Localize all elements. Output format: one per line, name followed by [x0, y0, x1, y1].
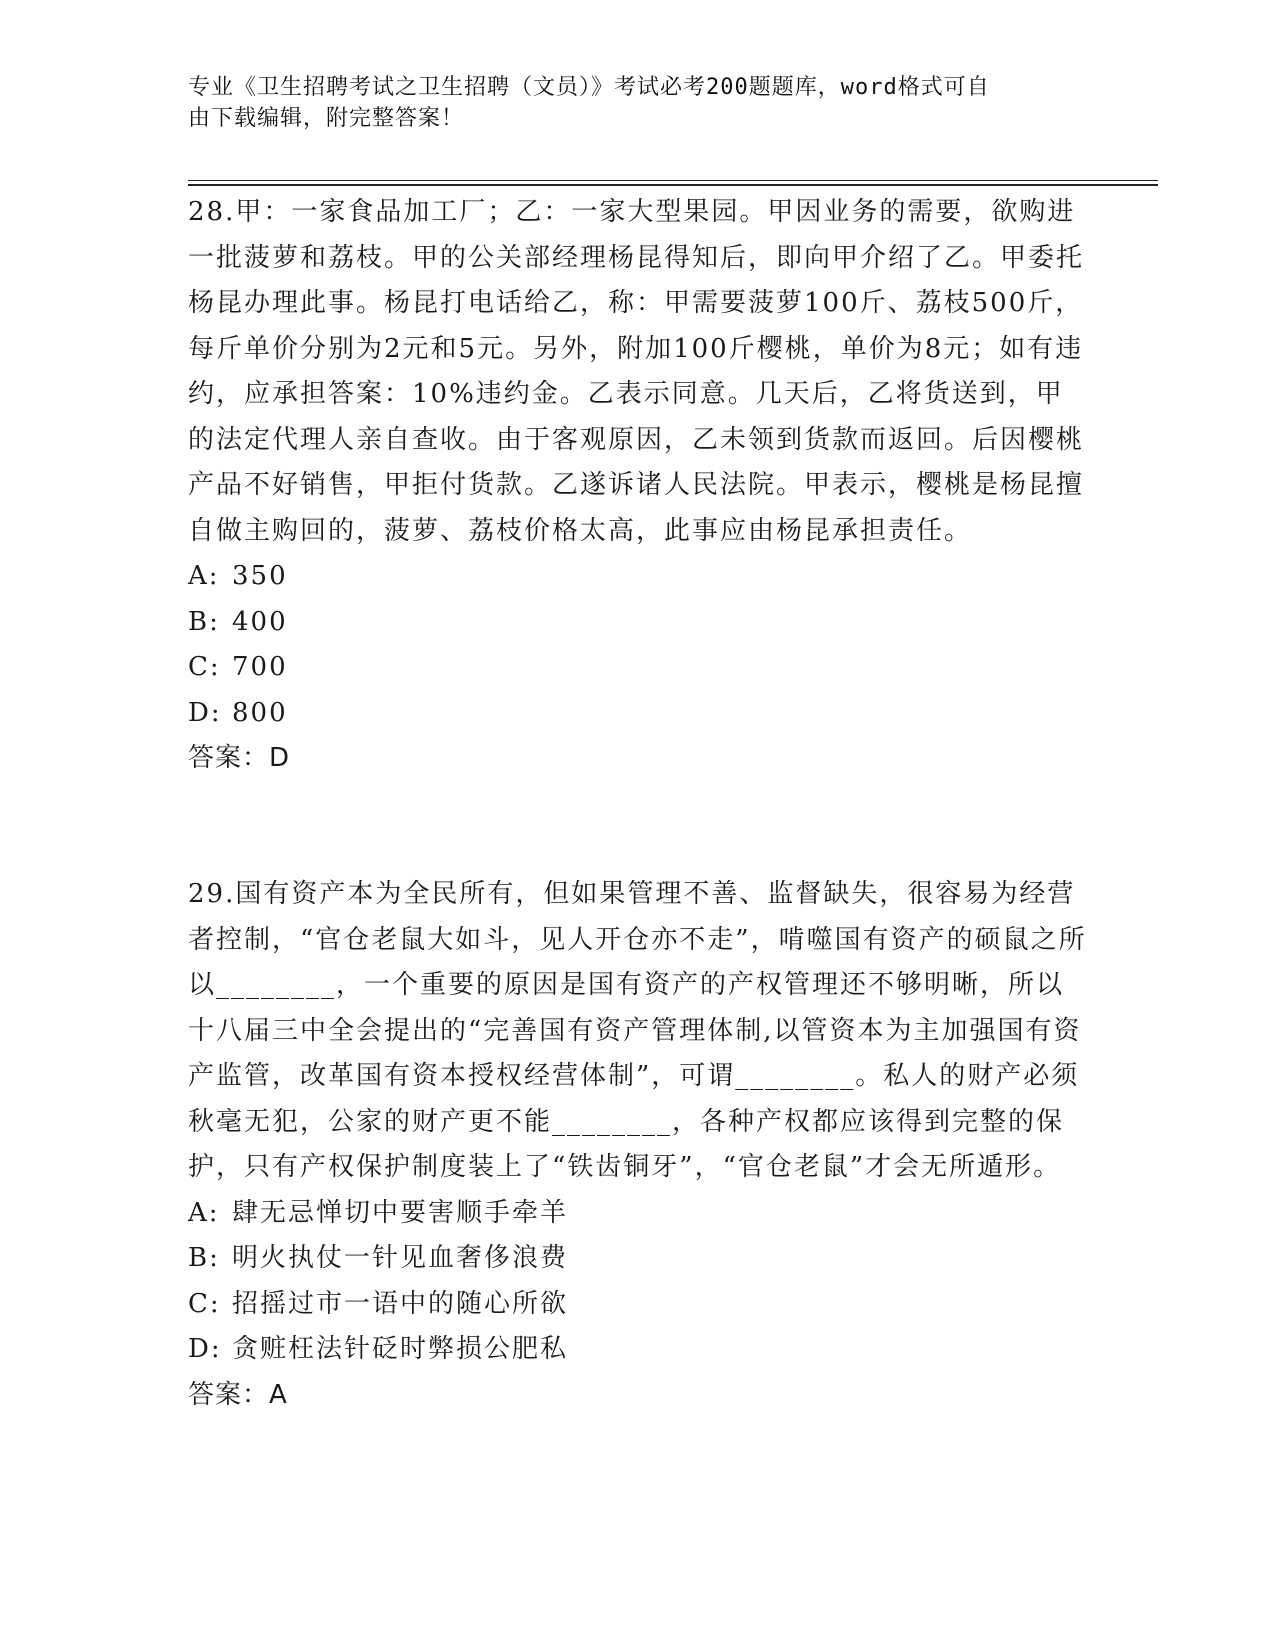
answer-line: 答案：D — [188, 743, 291, 773]
header-divider-thin — [188, 180, 1158, 181]
question-stem: 29.国有资产本为全民所有，但如果管理不善、监督缺失，很容易为经营者控制，“官仓老鼠大如斗，见人开仓亦不走”，啃噬国有资产的硕鼠之所以________，一个重要的原因是国有资产的产权管理还不够明晰，所以十八届三中全会提出的“完善国有资产管理体制,以管资本为主加强国有资产监管，改革国有资本授权经营体制”，可谓________。私人的财产必须秋毫无犯，公家的财产更不能________，各种产权都应该得到完整的保护，只有产权保护制度装上了“铁齿铜牙”，“官仓老鼠”才会无所遁形。 — [188, 879, 1087, 1182]
option-letter: A: — [188, 1197, 220, 1228]
question-stem: 28.甲：一家食品加工厂；乙：一家大型果园。甲因业务的需要，欲购进一批菠萝和荔枝。甲的公关部经理杨昆得知后，即向甲介绍了乙。甲委托杨昆办理此事。杨昆打电话给乙，称：甲需要菠萝100斤、荔枝500斤，每斤单价分别为2元和5元。另外，附加100斤樱桃，单价为8元；如有违约，应承担答案：10%违约金。乙表示同意。几天后，乙将货送到，甲的法定代理人亲自查收。由于客观原因，乙未领到货款而返回。后因樱桃产品不好销售，甲拒付货款。乙遂诉诸人民法院。甲表示，樱桃是杨昆擅自做主购回的，菠萝、荔枝价格太高，此事应由杨昆承担责任。 — [188, 197, 1085, 546]
question-29 — [188, 872, 1088, 1418]
option-c — [188, 1282, 1088, 1328]
option-list — [188, 1191, 1088, 1373]
option-text: 贪赃枉法针砭时弊损公肥私 — [232, 1334, 569, 1364]
option-b — [188, 1236, 1088, 1282]
question-28 — [188, 190, 1088, 782]
option-text: 350 — [232, 561, 288, 591]
option-letter: C: — [188, 1288, 221, 1319]
option-list — [188, 554, 1088, 736]
option-letter: B: — [188, 1243, 220, 1273]
header-line-2: 由下载编辑，附完整答案！ — [188, 106, 465, 131]
option-text: 700 — [232, 652, 288, 682]
header-divider-thick — [188, 184, 1158, 186]
header-line-1: 专业《卫生招聘考试之卫生招聘（文员）》考试必考200题题库，word格式可自 — [188, 75, 990, 100]
option-b — [188, 600, 1088, 646]
option-letter: B: — [188, 606, 220, 637]
option-a — [188, 1191, 1088, 1237]
option-letter: D: — [188, 697, 222, 728]
option-d — [188, 1327, 1088, 1373]
document-header — [188, 72, 1068, 134]
option-letter: A: — [188, 561, 220, 591]
option-text: 肆无忌惮切中要害顺手牵羊 — [232, 1197, 569, 1228]
option-d — [188, 691, 1088, 737]
option-letter: D: — [188, 1334, 222, 1364]
option-text: 明火执仗一针见血奢侈浪费 — [232, 1243, 569, 1273]
option-text: 400 — [232, 606, 288, 637]
option-a — [188, 554, 1088, 600]
answer-line: 答案：A — [188, 1379, 288, 1410]
option-letter: C: — [188, 652, 221, 682]
option-c — [188, 645, 1088, 691]
option-text: 招摇过市一语中的随心所欲 — [232, 1288, 569, 1319]
option-text: 800 — [232, 697, 288, 728]
